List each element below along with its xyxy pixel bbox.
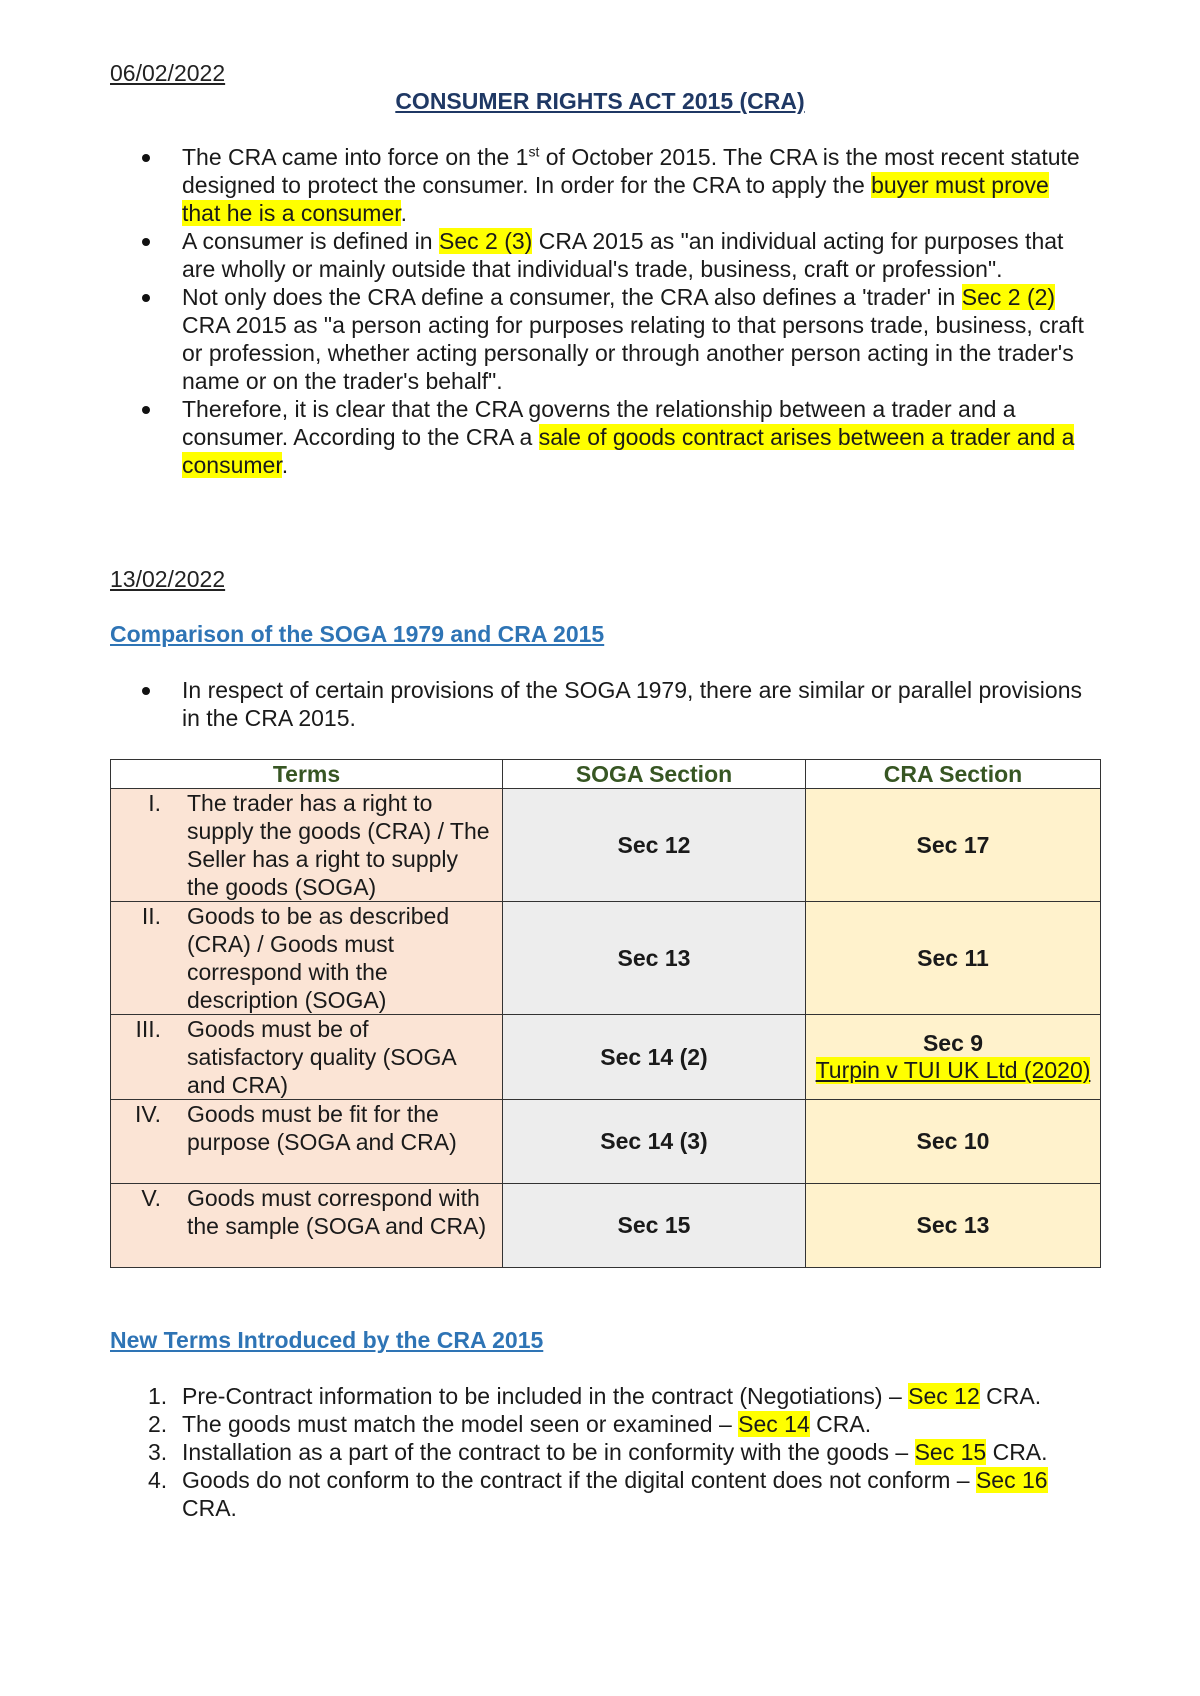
bullet-icon xyxy=(142,406,150,414)
term-text: Goods to be as described (CRA) / Goods must correspond with the description (SOGA) xyxy=(187,903,450,1013)
list-item: Not only does the CRA define a consumer, the CRA also defines a 'trader' in Sec 2 (2) CRA 2015 as "a person acting for purposes relating to that persons trade, business, craft or profession, whether acting personally or through another person acting in the trader's name or on the trader's behalf". xyxy=(0,283,1200,395)
highlight: Sec 16 xyxy=(975,1467,1048,1493)
table-header-row xyxy=(111,760,1101,789)
column-header-cra: CRA Section xyxy=(806,760,1101,789)
term-cell xyxy=(111,1100,503,1184)
highlight: Sec 15 xyxy=(914,1439,987,1465)
list-item: 2. The goods must match the model seen or examined – Sec 14 CRA. xyxy=(148,1411,872,1437)
comparison-heading: Comparison of the SOGA 1979 and CRA 2015 xyxy=(110,621,605,647)
soga-section-cell: Sec 12 xyxy=(503,789,806,902)
list-item: Therefore, it is clear that the CRA governs the relationship between a trader and a consumer. According to the CRA a sale of goods contract arises between a trader and a consumer. xyxy=(0,395,1200,479)
cra-section-cell xyxy=(806,1015,1101,1100)
date-heading-2: 13/02/2022 xyxy=(110,566,226,592)
soga-section-cell: Sec 14 (2) xyxy=(503,1015,806,1100)
page-title: CONSUMER RIGHTS ACT 2015 (CRA) xyxy=(395,88,805,114)
table-row xyxy=(111,902,1101,1015)
row-number: V. xyxy=(141,1185,161,1211)
term-text: Goods must be fit for the purpose (SOGA and CRA) xyxy=(187,1101,457,1155)
row-number: III. xyxy=(135,1016,161,1042)
column-header-terms: Terms xyxy=(111,760,503,789)
row-number: I. xyxy=(148,790,161,816)
list-item: In respect of certain provisions of the SOGA 1979, there are similar or parallel provisions in the CRA 2015. xyxy=(0,676,1200,732)
term-text: Goods must correspond with the sample (SOGA and CRA) xyxy=(187,1185,487,1239)
highlight: Sec 12 xyxy=(908,1383,980,1409)
term-cell xyxy=(111,902,503,1015)
row-number: IV. xyxy=(134,1101,161,1127)
cra-section-cell: Sec 10 xyxy=(806,1100,1101,1184)
table-row xyxy=(111,1184,1101,1268)
new-terms-heading: New Terms Introduced by the CRA 2015 xyxy=(110,1327,544,1353)
cra-section-cell: Sec 11 xyxy=(806,902,1101,1015)
comparison-bullet-list xyxy=(0,676,1200,732)
term-text: Goods must be of satisfactory quality (SOGA and CRA) xyxy=(187,1016,456,1098)
list-item: 4. Goods do not conform to the contract if the digital content does not conform – Sec 16 CRA. xyxy=(148,1467,1048,1521)
table-row xyxy=(111,789,1101,902)
table-row xyxy=(111,1100,1101,1184)
table-row xyxy=(111,1015,1101,1100)
date-heading-1: 06/02/2022 xyxy=(110,60,226,86)
cra-section-cell: Sec 13 xyxy=(806,1184,1101,1268)
term-cell xyxy=(111,789,503,902)
cra-section-value: Sec 9 xyxy=(922,1030,984,1056)
term-text: The trader has a right to supply the goods (CRA) / The Seller has a right to supply the goods (SOGA) xyxy=(187,790,490,900)
column-header-soga: SOGA Section xyxy=(503,760,806,789)
row-number: II. xyxy=(141,903,161,929)
bullet-icon xyxy=(142,154,150,162)
bullet-icon xyxy=(142,294,150,302)
highlight: Sec 14 xyxy=(738,1411,810,1437)
intro-bullet-list xyxy=(0,143,1200,479)
list-item: A consumer is defined in Sec 2 (3) CRA 2015 as "an individual acting for purposes that are wholly or mainly outside that individual's trade, business, craft or profession". xyxy=(0,227,1200,283)
highlight: Sec 2 (2) xyxy=(961,284,1056,310)
bullet-icon xyxy=(142,238,150,246)
list-item: 1. Pre-Contract information to be included in the contract (Negotiations) – Sec 12 CRA. xyxy=(148,1383,1042,1409)
bullet-icon xyxy=(142,687,150,695)
cra-section-cell: Sec 17 xyxy=(806,789,1101,902)
new-terms-list xyxy=(0,1382,1200,1522)
highlight: buyer must prove that he is a consumer xyxy=(182,172,1049,226)
highlight: Sec 2 (3) xyxy=(438,228,533,254)
highlight: sale of goods contract arises between a trader and a consumer xyxy=(182,424,1075,478)
soga-section-cell: Sec 14 (3) xyxy=(503,1100,806,1184)
soga-section-cell: Sec 15 xyxy=(503,1184,806,1268)
list-item: The CRA came into force on the 1st of October 2015. The CRA is the most recent statute designed to protect the consumer. In order for the CRA to apply the buyer must prove that he is a consumer. xyxy=(0,143,1200,227)
soga-section-cell: Sec 13 xyxy=(503,902,806,1015)
comparison-table xyxy=(110,759,1101,1268)
list-item: 3. Installation as a part of the contract to be in conformity with the goods – Sec 15 CRA. xyxy=(148,1439,1048,1465)
term-cell xyxy=(111,1015,503,1100)
term-cell xyxy=(111,1184,503,1268)
case-link-turpin[interactable]: Turpin v TUI UK Ltd (2020) xyxy=(815,1057,1091,1083)
